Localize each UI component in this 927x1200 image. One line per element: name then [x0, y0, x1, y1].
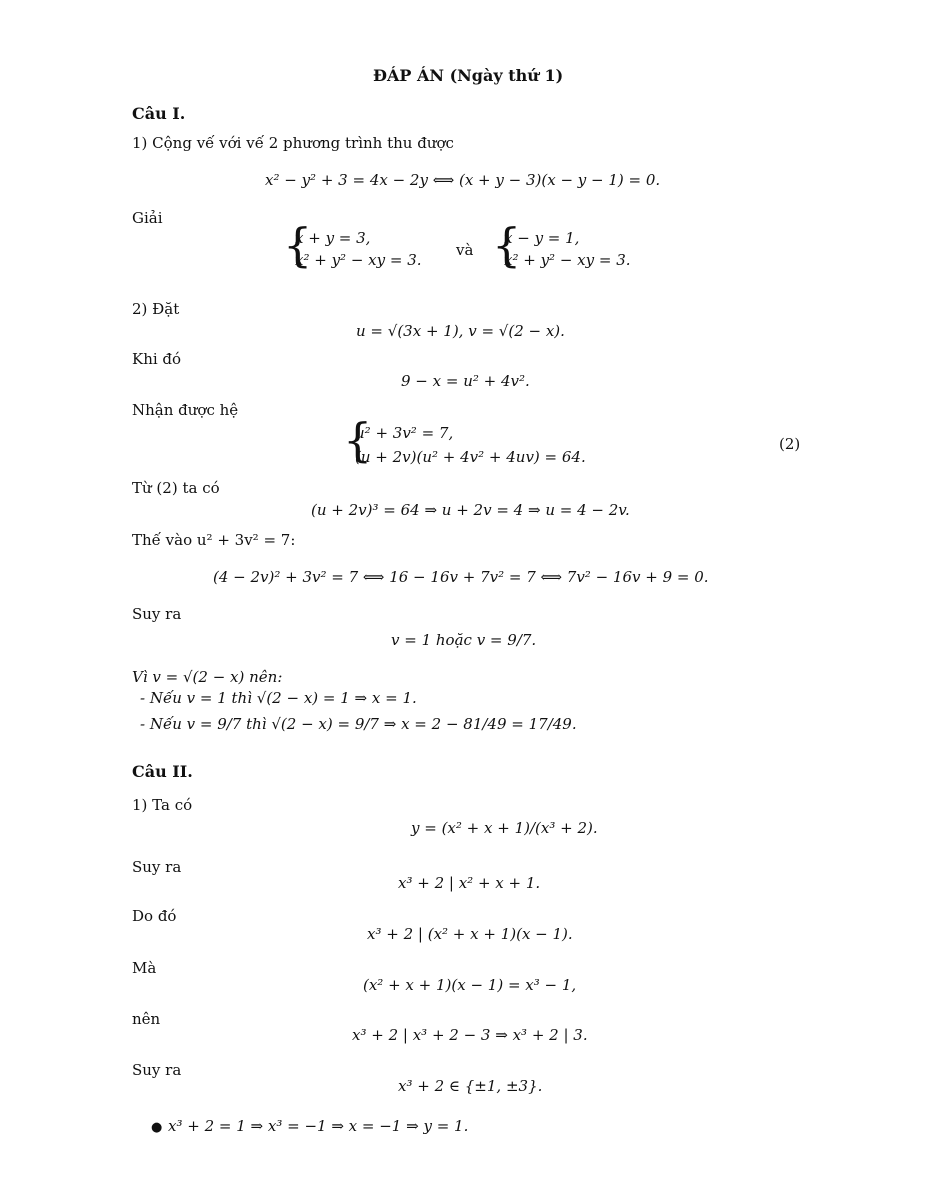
cau1-vi-line: Vì v = √(2 − x) nên: — [132, 668, 283, 686]
cau2-bullet-case-1: x³ + 2 = 1 ⇒ x³ = −1 ⇒ x = −1 ⇒ y = 1. — [168, 1117, 469, 1135]
bullet-icon: ● — [151, 1120, 163, 1135]
cau1-substitution-uv: u = √(3x + 1), v = √(2 − x). — [356, 322, 565, 340]
cau2-ma-label: Mà — [132, 959, 157, 977]
system-row: x² + y² − xy = 3. — [504, 251, 631, 269]
cau1-equation-1: x² − y² + 3 = 4x − 2y ⟺ (x + y − 3)(x − y − 1) = 0. — [265, 171, 661, 189]
cau1-part1-intro: 1) Cộng vế với vế 2 phương trình thu được — [132, 134, 454, 152]
cau1-part2-intro: 2) Đặt — [132, 300, 180, 318]
system-row: x + y = 3, — [295, 229, 371, 247]
cau2-nen-label: nên — [132, 1010, 161, 1028]
system-brace: { — [492, 218, 522, 272]
system-row: x − y = 1, — [504, 229, 580, 247]
section-heading-cau-2: Câu II. — [132, 762, 193, 781]
cau1-case-1: - Nếu v = 1 thì √(2 − x) = 1 ⇒ x = 1. — [140, 689, 417, 707]
system-row: (u + 2v)(u² + 4v² + 4uv) = 64. — [355, 448, 586, 466]
cau1-equation-cube: (u + 2v)³ = 64 ⇒ u + 2v = 4 ⇒ u = 4 − 2v. — [311, 501, 630, 519]
cau1-suyra-label: Suy ra — [132, 605, 182, 623]
cau1-khido-label: Khi đó — [132, 350, 182, 368]
system-brace: { — [343, 413, 373, 467]
cau1-va-label: và — [456, 241, 474, 259]
cau1-giai-label: Giải — [132, 209, 163, 227]
page-title: ĐÁP ÁN (Ngày thứ 1) — [373, 66, 564, 85]
cau1-the-label: Thế vào u² + 3v² = 7: — [132, 531, 296, 549]
cau1-equation-9: 9 − x = u² + 4v². — [401, 372, 530, 390]
cau2-divisibility-1: x³ + 2 | x² + x + 1. — [398, 874, 541, 892]
cau2-divisibility-3: x³ + 2 | x³ + 2 − 3 ⇒ x³ + 2 | 3. — [352, 1026, 588, 1044]
system-row: u² + 3v² = 7, — [355, 424, 454, 442]
cau1-equation-substituted: (4 − 2v)² + 3v² = 7 ⟺ 16 − 16v + 7v² = 7 ⟺ 7v² − 16v + 9 = 0. — [213, 568, 709, 586]
equation-number-label: (2) — [779, 435, 801, 453]
cau2-dodo-label: Do đó — [132, 907, 177, 925]
cau2-part1-intro: 1) Ta có — [132, 796, 193, 814]
cau1-nhan-label: Nhận được hệ — [132, 401, 239, 419]
system-row: x² + y² − xy = 3. — [295, 251, 422, 269]
system-brace: { — [283, 218, 313, 272]
cau2-divisibility-2: x³ + 2 | (x² + x + 1)(x − 1). — [367, 925, 573, 943]
cau2-equation-y: y = (x² + x + 1)/(x³ + 2). — [411, 819, 598, 837]
cau1-v-solutions: v = 1 hoặc v = 9/7. — [391, 631, 537, 649]
cau2-set-membership: x³ + 2 ∈ {±1, ±3}. — [398, 1077, 543, 1095]
cau1-tu-label: Từ (2) ta có — [132, 479, 220, 497]
cau2-suyra-label-2: Suy ra — [132, 1061, 182, 1079]
cau1-case-2: - Nếu v = 9/7 thì √(2 − x) = 9/7 ⇒ x = 2 − 81/49 = 17/49. — [140, 715, 577, 733]
section-heading-cau-1: Câu I. — [132, 104, 186, 123]
cau2-suyra-label-1: Suy ra — [132, 858, 182, 876]
cau2-product-identity: (x² + x + 1)(x − 1) = x³ − 1, — [363, 976, 577, 994]
